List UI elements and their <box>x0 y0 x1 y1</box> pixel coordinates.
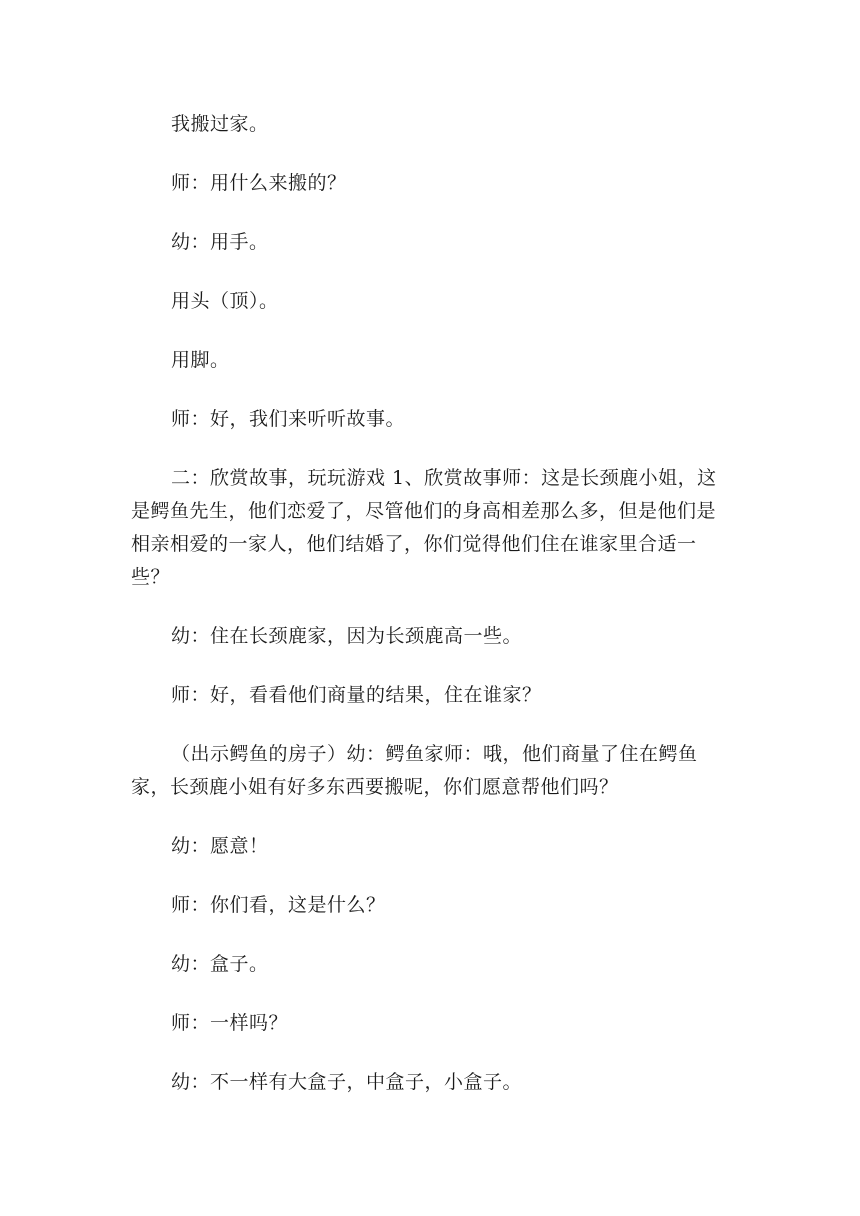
paragraph: 师：好，看看他们商量的结果，住在谁家？ <box>171 684 542 706</box>
paragraph: 师：一样吗？ <box>171 1012 289 1034</box>
paragraph: 用头（顶）。 <box>171 290 279 312</box>
paragraph: 幼：愿意！ <box>171 835 269 857</box>
paragraph: 师：好，我们来听听故事。 <box>171 408 406 430</box>
document-body <box>131 108 731 1125</box>
paragraph: 幼：不一样有大盒子，中盒子，小盒子。 <box>171 1071 523 1093</box>
paragraph: 幼：用手。 <box>171 231 269 253</box>
paragraph: 用脚。 <box>171 349 230 371</box>
paragraph: 师：用什么来搬的？ <box>171 172 347 194</box>
paragraph: （出示鳄鱼的房子）幼：鳄鱼家师：哦，他们商量了住在鳄鱼家，长颈鹿小姐有好多东西要搬呢，你们愿意帮他们吗？ <box>131 743 698 798</box>
paragraph: 我搬过家。 <box>171 113 269 135</box>
paragraph: 二：欣赏故事，玩玩游戏 1、欣赏故事师：这是长颈鹿小姐，这是鳄鱼先生，他们恋爱了，尽管他们的身高相差那么多，但是他们是相亲相爱的一家人，他们结婚了，你们觉得他们住在谁家里合适一些？ <box>131 467 717 588</box>
paragraph: 幼：盒子。 <box>171 953 269 975</box>
paragraph: 幼：住在长颈鹿家，因为长颈鹿高一些。 <box>171 625 523 647</box>
paragraph: 师：你们看，这是什么？ <box>171 894 386 916</box>
